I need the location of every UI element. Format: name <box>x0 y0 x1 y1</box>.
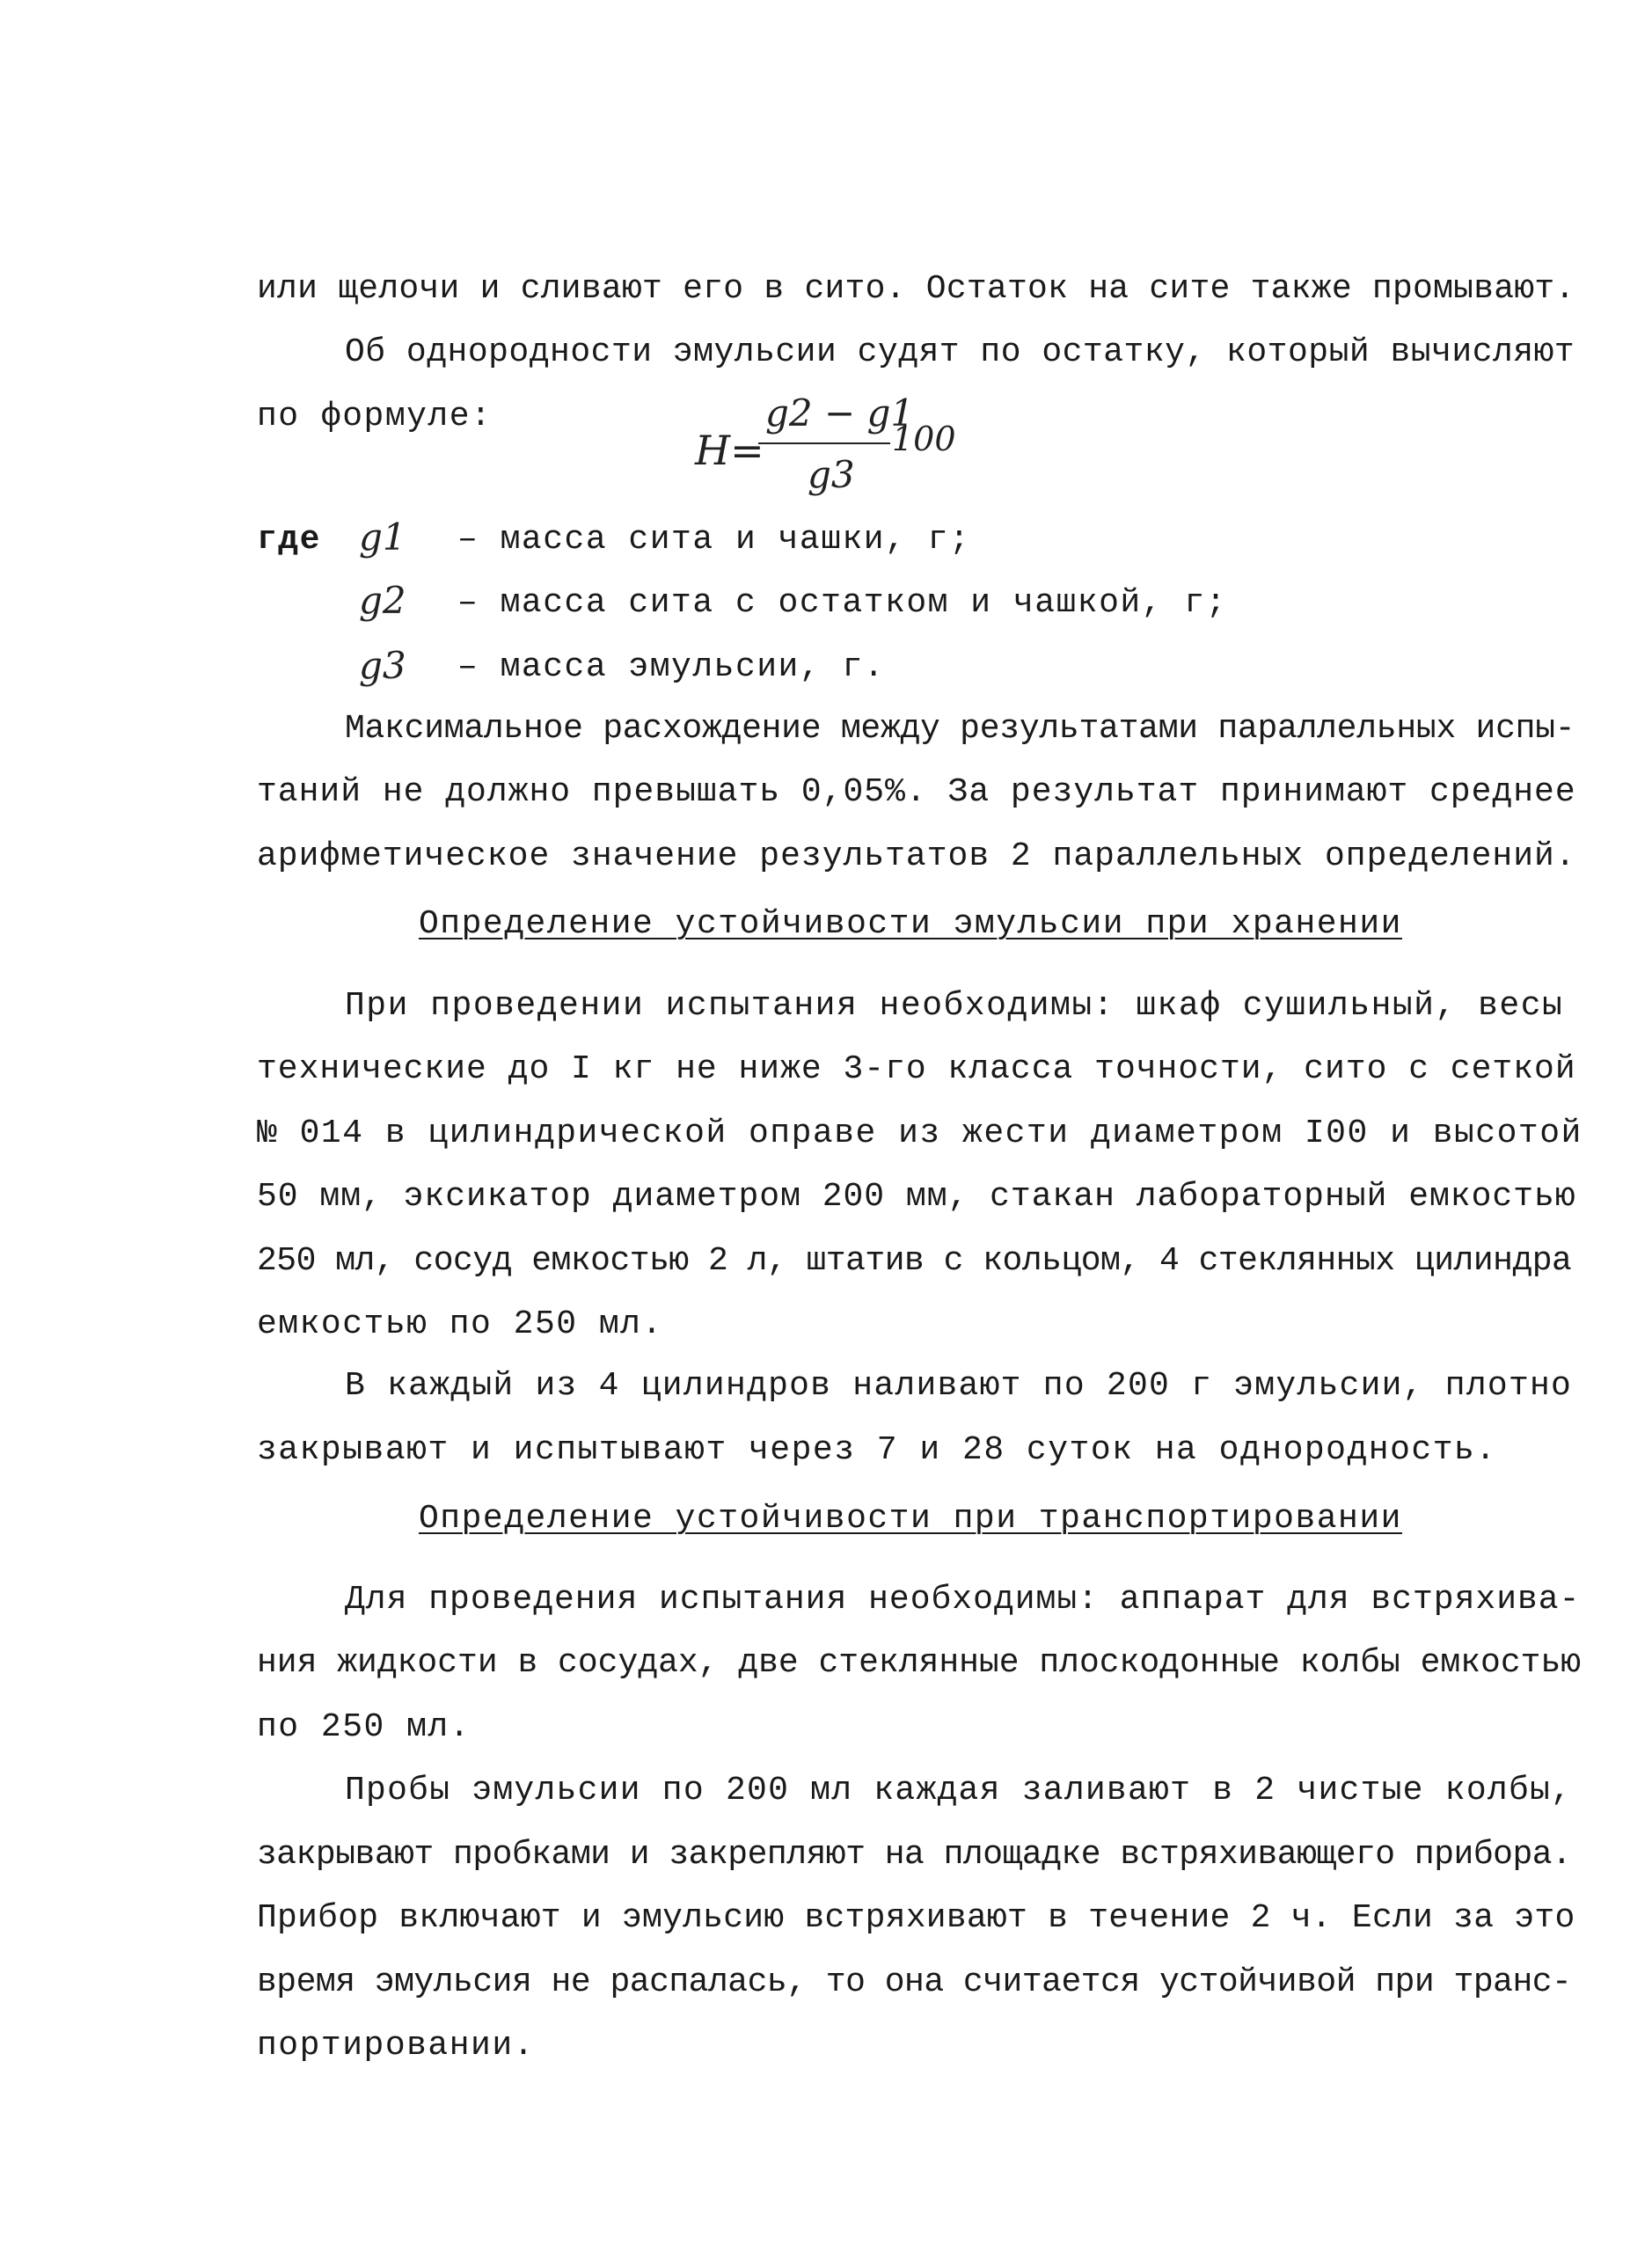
formula-numerator: g2 − g1 <box>765 391 915 435</box>
text-line: технические до I кг не ниже 3-го класса точности, сито с сеткой <box>257 1050 1576 1088</box>
formula-denominator: g3 <box>808 453 855 496</box>
text-line: таний не должно превышать 0,05%. За результат принимают среднее <box>257 773 1576 811</box>
text-line: Прибор включают и эмульсию встряхивают в течение 2 ч. Если за это <box>257 1899 1575 1937</box>
text-line: или щелочи и сливают его в сито. Остаток на сите также промывают. <box>257 270 1575 308</box>
section-heading: Определение устойчивости при транспортировании <box>419 1500 1402 1538</box>
fraction-bar <box>758 442 890 444</box>
definition-text: – масса эмульсии, г. <box>457 648 886 686</box>
text-line: арифметическое значение результатов 2 параллельных определений. <box>257 837 1576 875</box>
text-line: 50 мм, эксикатор диаметром 200 мм, стакан лабораторный емкостью <box>257 1178 1576 1216</box>
where-label: где <box>257 521 321 559</box>
section-heading: Определение устойчивости эмульсии при хранении <box>419 905 1402 943</box>
text-line: по 250 мл. <box>257 1708 471 1746</box>
text-line: закрывают пробками и закрепляют на площадке встряхивающего прибора. <box>257 1836 1572 1874</box>
text-line: 250 мл, сосуд емкостью 2 л, штатив с кольцом, 4 стеклянных цилиндра <box>257 1242 1572 1280</box>
formula-multiplier: 100 <box>892 420 956 458</box>
formula-lhs: H= <box>695 427 764 474</box>
definition-text: – масса сита с остатком и чашкой, г; <box>457 584 1227 622</box>
text-line: емкостью по 250 мл. <box>257 1305 663 1343</box>
definition-text: – масса сита и чашки, г; <box>457 521 971 559</box>
symbol-g2: g2 <box>359 579 406 622</box>
text-line: В каждый из 4 цилиндров наливают по 200 г эмульсии, плотно <box>345 1367 1573 1405</box>
text-line: При проведении испытания необходимы: шкаф сушильный, весы <box>345 987 1564 1025</box>
text-line: Максимальное расхождение между результатами параллельных испы- <box>345 710 1575 748</box>
text-line: закрывают и испытывают через 7 и 28 суток на однородность. <box>257 1431 1497 1469</box>
text-line: № 014 в цилиндрической оправе из жести диаметром I00 и высотой <box>257 1115 1583 1152</box>
text-line: портировании. <box>257 2027 535 2065</box>
text-line: Для проведения испытания необходимы: аппарат для встряхива- <box>345 1581 1581 1619</box>
symbol-g3: g3 <box>359 644 406 687</box>
text-line: по формуле: <box>257 398 493 435</box>
text-line: Об однородности эмульсии судят по остатку, который вычисляют <box>345 333 1575 371</box>
symbol-g1: g1 <box>359 515 406 559</box>
formula <box>695 391 985 497</box>
text-line: ния жидкости в сосудах, две стеклянные плоскодонные колбы емкостью <box>257 1644 1582 1682</box>
text-line: время эмульсия не распалась, то она считается устойчивой при транс- <box>257 1963 1572 2001</box>
text-line: Пробы эмульсии по 200 мл каждая заливают в 2 чистые колбы, <box>345 1772 1573 1809</box>
